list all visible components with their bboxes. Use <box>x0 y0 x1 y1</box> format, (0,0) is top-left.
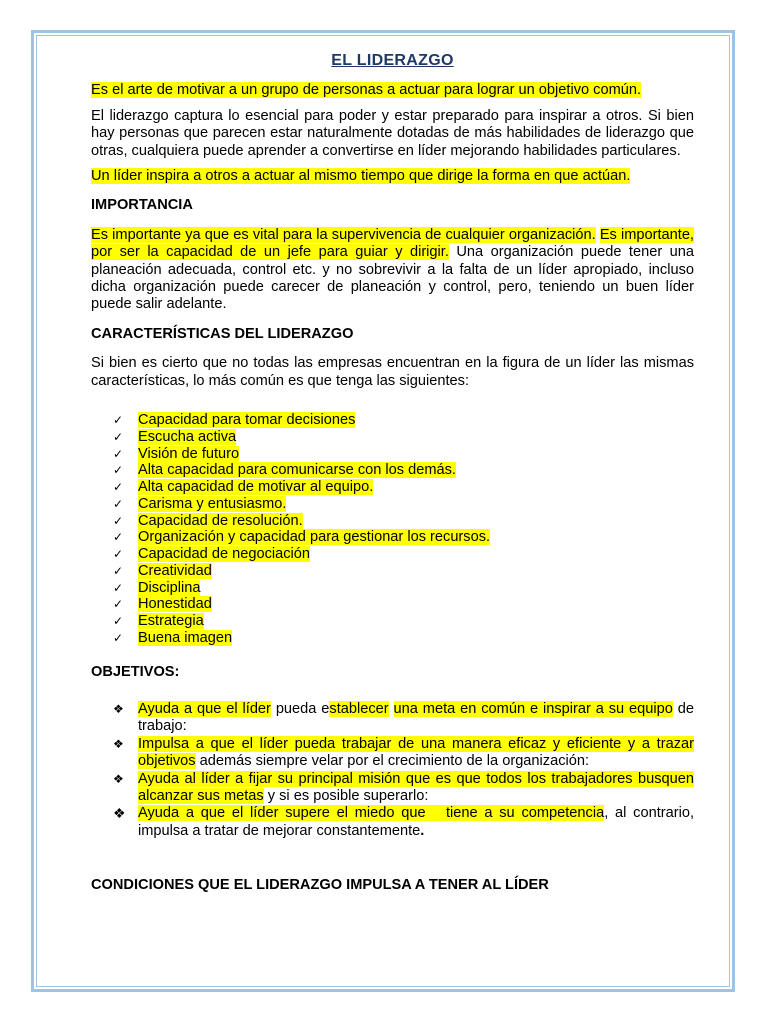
document-body <box>91 50 694 895</box>
importancia-heading: IMPORTANCIA <box>91 197 193 214</box>
check-mark-icon: ✓ <box>113 496 124 511</box>
list-item: ❖ Ayuda a que el líder pueda establecer una meta en común e inspirar a su equipo de trabajo: <box>113 701 694 735</box>
list-item: ✓ Capacidad de negociación <box>113 546 311 563</box>
list-item: ✓ Capacidad para tomar decisiones <box>113 412 356 429</box>
list-item: ❖ Ayuda a que el líder supere el miedo que tiene a su competencia, al contrario, impulsa a tratar de mejorar constantemente. <box>113 805 695 839</box>
diamond-bullet-icon: ❖ <box>113 771 124 786</box>
list-item: ❖ Impulsa a que el líder pueda trabajar de una manera eficaz y eficiente y a trazar objetivos además siempre velar por el crecimiento de la organización: <box>113 735 694 770</box>
leader-statement-paragraph <box>91 168 694 185</box>
list-item: ❖ Ayuda al líder a fijar su principal misión que es que todos los trabajadores busquen alcanzar sus metas y si es posible superarlo: <box>113 770 694 805</box>
list-item: ✓ Buena imagen <box>113 629 233 646</box>
list-item: ✓ Honestidad <box>113 596 212 613</box>
list-item: ✓ Alta capacidad de motivar al equipo. <box>113 479 374 496</box>
list-item: ✓ Disciplina <box>113 579 201 596</box>
list-item: ✓ Capacidad de resolución. <box>113 512 303 529</box>
check-mark-icon: ✓ <box>113 630 124 645</box>
check-mark-icon: ✓ <box>113 480 124 495</box>
diamond-bullet-icon: ❖ <box>113 736 124 751</box>
diamond-bullet-icon: ❖ <box>113 702 124 716</box>
objetivos-heading: OBJETIVOS: <box>91 663 180 680</box>
list-item: ✓ Carisma y entusiasmo. <box>113 495 287 512</box>
check-mark-icon: ✓ <box>113 429 124 444</box>
list-item: ✓ Organización y capacidad para gestionar los recursos. <box>113 529 491 546</box>
check-mark-icon: ✓ <box>113 614 124 629</box>
list-item: ✓ Alta capacidad para comunicarse con los demás. <box>113 462 456 479</box>
check-mark-icon: ✓ <box>113 597 124 612</box>
intro-paragraph: El liderazgo captura lo esencial para poder y estar preparado para inspirar a otros. Si bien hay personas que parecen estar naturalmente dotadas de más habilidades de liderazgo que otras, cualquiera puede aprender a convertirse en líder mejorando habilidades particulares. <box>91 107 694 159</box>
condiciones-heading: CONDICIONES QUE EL LIDERAZGO IMPULSA A TENER AL LÍDER <box>91 877 549 894</box>
check-mark-icon: ✓ <box>113 413 124 428</box>
check-mark-icon: ✓ <box>113 547 124 562</box>
caracteristicas-heading: CARACTERÍSTICAS DEL LIDERAZGO <box>91 325 354 342</box>
diamond-bullet-icon: ❖ <box>113 805 126 822</box>
check-mark-icon: ✓ <box>113 463 124 478</box>
list-item: ✓ Escucha activa <box>113 428 237 445</box>
caracteristicas-list <box>91 412 694 647</box>
check-mark-icon: ✓ <box>113 530 124 545</box>
check-mark-icon: ✓ <box>113 563 124 578</box>
check-mark-icon: ✓ <box>113 513 124 528</box>
leader-statement-text: Un líder inspira a otros a actuar al mismo tiempo que dirige la forma en que actúan. <box>91 168 631 185</box>
check-mark-icon: ✓ <box>113 446 124 461</box>
importancia-highlight-1: Es importante ya que es vital para la supervivencia de cualquier organización. <box>91 226 596 243</box>
importancia-rest: Una organización puede tener una planeación adecuada, control etc. y no sobrevivir a la falta de un líder apropiado, incluso dicha organización puede carecer de planeación y control, pero, teniendo un buen líder puede salir adelante. <box>91 244 695 313</box>
list-item: ✓ Estrategia <box>113 613 204 630</box>
definition-paragraph <box>91 82 694 99</box>
objetivos-list <box>91 701 694 840</box>
definition-text: Es el arte de motivar a un grupo de personas a actuar para lograr un objetivo común. <box>91 82 642 99</box>
list-item: ✓ Visión de futuro <box>113 445 240 462</box>
importancia-paragraph <box>91 227 694 314</box>
page-title: EL LIDERAZGO <box>331 52 454 69</box>
check-mark-icon: ✓ <box>113 580 124 595</box>
caracteristicas-intro: Si bien es cierto que no todas las empresas encuentran en la figura de un líder las mismas características, lo más común es que tenga las siguientes: <box>91 355 694 389</box>
list-item: ✓ Creatividad <box>113 562 212 579</box>
importancia-highlight-2: Es importante, por ser la capacidad de un jefe para guiar y dirigir. <box>91 226 694 261</box>
